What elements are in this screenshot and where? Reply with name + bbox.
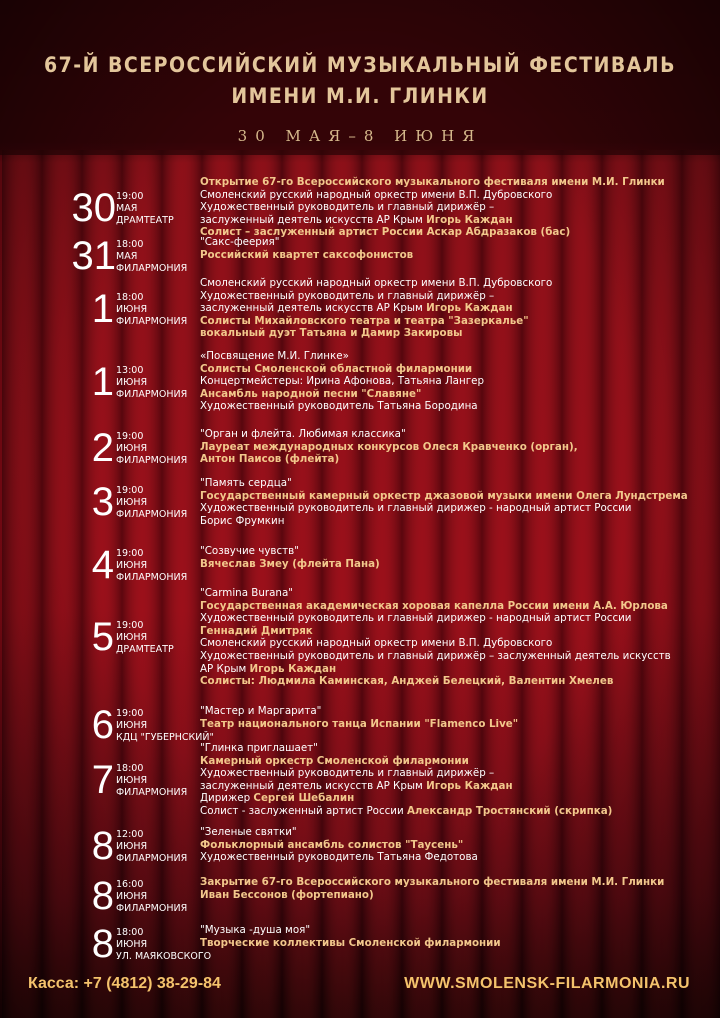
event-day: 1 bbox=[91, 286, 114, 331]
event-venue: ДРАМТЕАТР bbox=[116, 214, 174, 226]
event-line bbox=[200, 889, 710, 902]
event-performer-name: Игорь Каждан bbox=[426, 302, 513, 315]
event-venue: ФИЛАРМОНИЯ bbox=[116, 455, 188, 466]
event-description bbox=[200, 350, 710, 413]
event-line-text: Концертмейстеры: Ирина Афонова, Татьяна Лангер bbox=[200, 375, 485, 388]
event-line bbox=[200, 236, 710, 249]
event-line bbox=[200, 515, 710, 528]
event-meta bbox=[116, 829, 187, 865]
event-line-text: АР Крым bbox=[200, 662, 250, 675]
event-month: ИЮНЯ bbox=[116, 560, 148, 571]
event-line-text: Открытие 67-го Всероссийского музыкального фестиваля имени М.И. Глинки bbox=[200, 176, 665, 188]
event-day: 31 bbox=[71, 234, 116, 278]
event-description bbox=[200, 742, 710, 818]
event-description bbox=[200, 428, 710, 466]
event-line-text: "Орган и флейта. Любимая классика" bbox=[200, 428, 406, 440]
event-line-text: Фольклорный ансамбль солистов "Таусень" bbox=[200, 838, 464, 851]
event-venue: ФИЛАРМОНИЯ bbox=[116, 572, 188, 583]
event-line-text: заслуженный деятель искусств АР Крым bbox=[200, 302, 427, 315]
event-line-text: Солист – заслуженный артист России Аскар Абдразаков (бас) bbox=[200, 226, 571, 239]
event-day: 8 bbox=[91, 824, 114, 868]
event-line bbox=[200, 545, 710, 558]
event-time: 19:00 bbox=[116, 431, 144, 442]
event-performer-name: Игорь Каждан bbox=[426, 779, 513, 792]
event-day: 8 bbox=[91, 874, 114, 918]
event-day: 6 bbox=[91, 703, 114, 747]
event-line bbox=[200, 363, 710, 376]
event-line bbox=[200, 477, 710, 490]
event-day: 30 bbox=[71, 185, 116, 230]
event-line bbox=[200, 742, 710, 755]
event-time: 19:00 bbox=[116, 708, 144, 719]
event-line-text: "Память сердца" bbox=[200, 477, 292, 489]
event-description bbox=[200, 924, 710, 949]
event-line bbox=[200, 826, 710, 839]
event-line bbox=[200, 675, 710, 688]
event-line-text: Лауреат международных конкурсов Олеся Кравченко (орган), bbox=[200, 440, 578, 453]
event-day: 3 bbox=[91, 480, 114, 525]
event-time: 19:00 bbox=[116, 548, 144, 559]
event-line-text: Иван Бессонов (фортепиано) bbox=[200, 888, 374, 901]
event-line bbox=[200, 718, 710, 731]
event-line-text: Художественный руководитель и главный дирижёр – bbox=[200, 289, 495, 302]
event-line-text: Солист - заслуженный артист России bbox=[200, 804, 407, 817]
event-time: 18:00 bbox=[116, 291, 144, 303]
event-line bbox=[200, 176, 710, 189]
event-venue: ФИЛАРМОНИЯ bbox=[116, 263, 188, 274]
event-time: 19:00 bbox=[116, 485, 144, 497]
event-line-text: "Мастер и Маргарита" bbox=[200, 705, 322, 717]
event-meta bbox=[116, 763, 187, 799]
event-line-text: "Зеленые святки" bbox=[200, 826, 297, 838]
event-line-text: «Посвящение М.И. Глинке» bbox=[200, 350, 349, 362]
event-line bbox=[200, 214, 710, 227]
event-time: 18:00 bbox=[116, 239, 144, 250]
event-time: 13:00 bbox=[116, 364, 144, 376]
event-month: ИЮНЯ bbox=[116, 841, 148, 852]
event-line bbox=[200, 876, 710, 889]
event-line bbox=[200, 453, 710, 466]
event-line bbox=[200, 924, 710, 937]
event-line-text: "Carmina Burana" bbox=[200, 587, 293, 599]
event-line-text: Смоленский русский народный оркестр имени В.П. Дубровского bbox=[200, 188, 553, 201]
event-venue: ДРАМТЕАТР bbox=[116, 644, 174, 656]
event-line bbox=[200, 490, 710, 503]
event-month: ИЮНЯ bbox=[116, 443, 148, 454]
event-line-text: Камерный оркестр Смоленской филармонии bbox=[200, 754, 469, 767]
event-line-text: Художественный руководитель и главный дирижер - народный артист России bbox=[200, 502, 632, 515]
event-meta bbox=[116, 292, 187, 328]
event-line bbox=[200, 637, 710, 650]
event-line bbox=[200, 302, 710, 315]
event-line bbox=[200, 327, 710, 340]
event-line-text: Смоленский русский народный оркестр имени В.П. Дубровского bbox=[200, 277, 553, 289]
event-line-text: Театр национального танца Испании "Flamenco Live" bbox=[200, 717, 519, 730]
event-day: 8 bbox=[91, 922, 114, 966]
event-description bbox=[200, 277, 710, 340]
event-description bbox=[200, 176, 710, 239]
event-line bbox=[200, 851, 710, 864]
event-day: 4 bbox=[91, 543, 114, 587]
event-line bbox=[200, 625, 710, 638]
event-day: 5 bbox=[91, 615, 114, 660]
event-line bbox=[200, 780, 710, 793]
event-line-text: Художественный руководитель и главный дирижёр – bbox=[200, 767, 495, 780]
event-line bbox=[200, 600, 710, 613]
event-time: 19:00 bbox=[116, 190, 144, 202]
event-line-text: Ансамбль народной песни "Славяне" bbox=[200, 387, 422, 400]
event-time: 19:00 bbox=[116, 620, 144, 632]
event-line bbox=[200, 612, 710, 625]
event-description bbox=[200, 826, 710, 864]
event-month: ИЮНЯ bbox=[116, 891, 148, 902]
event-day: 7 bbox=[91, 757, 114, 802]
event-line-text: Солисты Михайловского театра и театра "Зазеркалье" bbox=[200, 314, 529, 327]
event-description bbox=[200, 587, 710, 688]
festival-title-line1: 67-Й ВСЕРОССИЙСКИЙ МУЗЫКАЛЬНЫЙ ФЕСТИВАЛЬ bbox=[43, 53, 677, 77]
event-line-text: Дирижер bbox=[200, 792, 254, 805]
event-line bbox=[200, 400, 710, 413]
event-month: ИЮНЯ bbox=[116, 303, 148, 315]
event-line-text: Творческие коллективы Смоленской филармонии bbox=[200, 936, 501, 949]
event-line bbox=[200, 663, 710, 676]
event-venue: ФИЛАРМОНИЯ bbox=[116, 853, 188, 864]
event-venue: ФИЛАРМОНИЯ bbox=[116, 786, 188, 798]
box-office-phone: Касса: +7 (4812) 38-29-84 bbox=[28, 975, 221, 992]
event-venue: ФИЛАРМОНИЯ bbox=[116, 315, 188, 327]
event-line bbox=[200, 201, 710, 214]
event-line bbox=[200, 937, 710, 950]
event-line-text: Борис Фрумкин bbox=[200, 514, 285, 527]
event-line bbox=[200, 650, 710, 663]
event-meta bbox=[116, 620, 174, 656]
event-line bbox=[200, 189, 710, 202]
event-line-text: Смоленский русский народный оркестр имени В.П. Дубровского bbox=[200, 637, 553, 650]
event-line-text: Закрытие 67-го Всероссийского музыкального фестиваля имени М.И. Глинки bbox=[200, 876, 665, 888]
event-month: ИЮНЯ bbox=[116, 774, 148, 786]
event-month: ИЮНЯ bbox=[116, 939, 148, 950]
event-meta bbox=[116, 239, 187, 275]
event-performer-name: Сергей Шебалин bbox=[253, 792, 355, 805]
event-line-text: заслуженный деятель искусств АР Крым bbox=[200, 213, 427, 226]
event-line bbox=[200, 375, 710, 388]
event-venue: ФИЛАРМОНИЯ bbox=[116, 903, 188, 914]
event-time: 12:00 bbox=[116, 829, 144, 840]
event-line bbox=[200, 502, 710, 515]
event-line-text: "Созвучие чувств" bbox=[200, 545, 299, 557]
event-line-text: Художественный руководитель и главный дирижер - народный артист России bbox=[200, 612, 632, 625]
festival-title-line2: ИМЕНИ М.И. ГЛИНКИ bbox=[231, 84, 489, 108]
event-line bbox=[200, 350, 710, 363]
event-performer-name: Игорь Каждан bbox=[426, 213, 513, 226]
event-line-text: Антон Паисов (флейта) bbox=[200, 453, 340, 466]
event-line bbox=[200, 767, 710, 780]
event-meta bbox=[116, 548, 187, 584]
event-line bbox=[200, 441, 710, 454]
event-line-text: Государственная академическая хоровая капелла России имени А.А. Юрлова bbox=[200, 599, 668, 612]
event-line bbox=[200, 249, 710, 262]
event-performer-name: Александр Тростянский (скрипка) bbox=[406, 804, 613, 817]
event-line-text: Художественный руководитель и главный дирижёр – заслуженный деятель искусств bbox=[200, 649, 671, 662]
event-line bbox=[200, 792, 710, 805]
event-venue: ФИЛАРМОНИЯ bbox=[116, 509, 188, 521]
event-venue: УЛ. МАЯКОВСКОГО bbox=[116, 951, 212, 962]
event-month: ИЮНЯ bbox=[116, 376, 148, 388]
event-description bbox=[200, 236, 710, 261]
event-line-text: Художественный руководитель Татьяна Федотова bbox=[200, 851, 478, 864]
event-line bbox=[200, 290, 710, 303]
event-line bbox=[200, 558, 710, 571]
event-time: 16:00 bbox=[116, 879, 144, 890]
event-line-text: "Сакс-феерия" bbox=[200, 236, 280, 248]
event-line-text: Геннадий Дмитряк bbox=[200, 624, 313, 637]
event-line bbox=[200, 428, 710, 441]
event-day: 2 bbox=[91, 426, 114, 470]
event-description bbox=[200, 876, 710, 901]
event-description bbox=[200, 705, 710, 730]
event-meta bbox=[116, 879, 187, 915]
event-line bbox=[200, 705, 710, 718]
event-meta bbox=[116, 191, 174, 227]
event-month: ИЮНЯ bbox=[116, 497, 148, 509]
event-line-text: Солисты: Людмила Каминская, Анджей Белецкий, Валентин Хмелев bbox=[200, 675, 614, 688]
event-month: МАЯ bbox=[116, 202, 138, 214]
event-line-text: Солисты Смоленской областной филармонии bbox=[200, 362, 473, 375]
event-performer-name: Игорь Каждан bbox=[249, 662, 337, 675]
event-line-text: Государственный камерный оркестр джазовой музыки имени Олега Лундстрема bbox=[200, 489, 688, 502]
event-line bbox=[200, 277, 710, 290]
event-time: 18:00 bbox=[116, 762, 144, 774]
event-line bbox=[200, 315, 710, 328]
event-line bbox=[200, 388, 710, 401]
event-line bbox=[200, 805, 710, 818]
event-line-text: Вячеслав Змеу (флейта Пана) bbox=[200, 557, 380, 570]
event-month: ИЮНЯ bbox=[116, 632, 148, 644]
event-meta bbox=[116, 431, 187, 467]
event-line-text: Художественный руководитель Татьяна Бородина bbox=[200, 400, 478, 413]
event-line-text: вокальный дуэт Татьяна и Дамир Закировы bbox=[200, 327, 463, 340]
event-line-text: "Глинка приглашает" bbox=[200, 742, 318, 754]
event-description bbox=[200, 545, 710, 570]
event-line-text: "Музыка -душа моя" bbox=[200, 924, 311, 936]
event-line-text: Художественный руководитель и главный дирижёр – bbox=[200, 201, 495, 214]
event-time: 18:00 bbox=[116, 927, 144, 938]
event-month: МАЯ bbox=[116, 251, 138, 262]
event-venue: ФИЛАРМОНИЯ bbox=[116, 388, 188, 400]
event-day: 1 bbox=[91, 359, 114, 404]
event-description bbox=[200, 477, 710, 527]
festival-dates: 30 МАЯ–8 ИЮНЯ bbox=[237, 127, 483, 145]
event-month: ИЮНЯ bbox=[116, 720, 148, 731]
event-line bbox=[200, 587, 710, 600]
event-line-text: Российский квартет саксофонистов bbox=[200, 248, 414, 261]
event-line bbox=[200, 839, 710, 852]
event-line-text: заслуженный деятель искусств АР Крым bbox=[200, 779, 427, 792]
event-meta bbox=[116, 927, 211, 963]
event-meta bbox=[116, 365, 187, 401]
event-line bbox=[200, 755, 710, 768]
website-link[interactable]: WWW.SMOLENSK-FILARMONIA.RU bbox=[404, 975, 690, 992]
event-meta bbox=[116, 485, 187, 521]
event-venue: КДЦ "ГУБЕРНСКИЙ" bbox=[116, 732, 214, 743]
